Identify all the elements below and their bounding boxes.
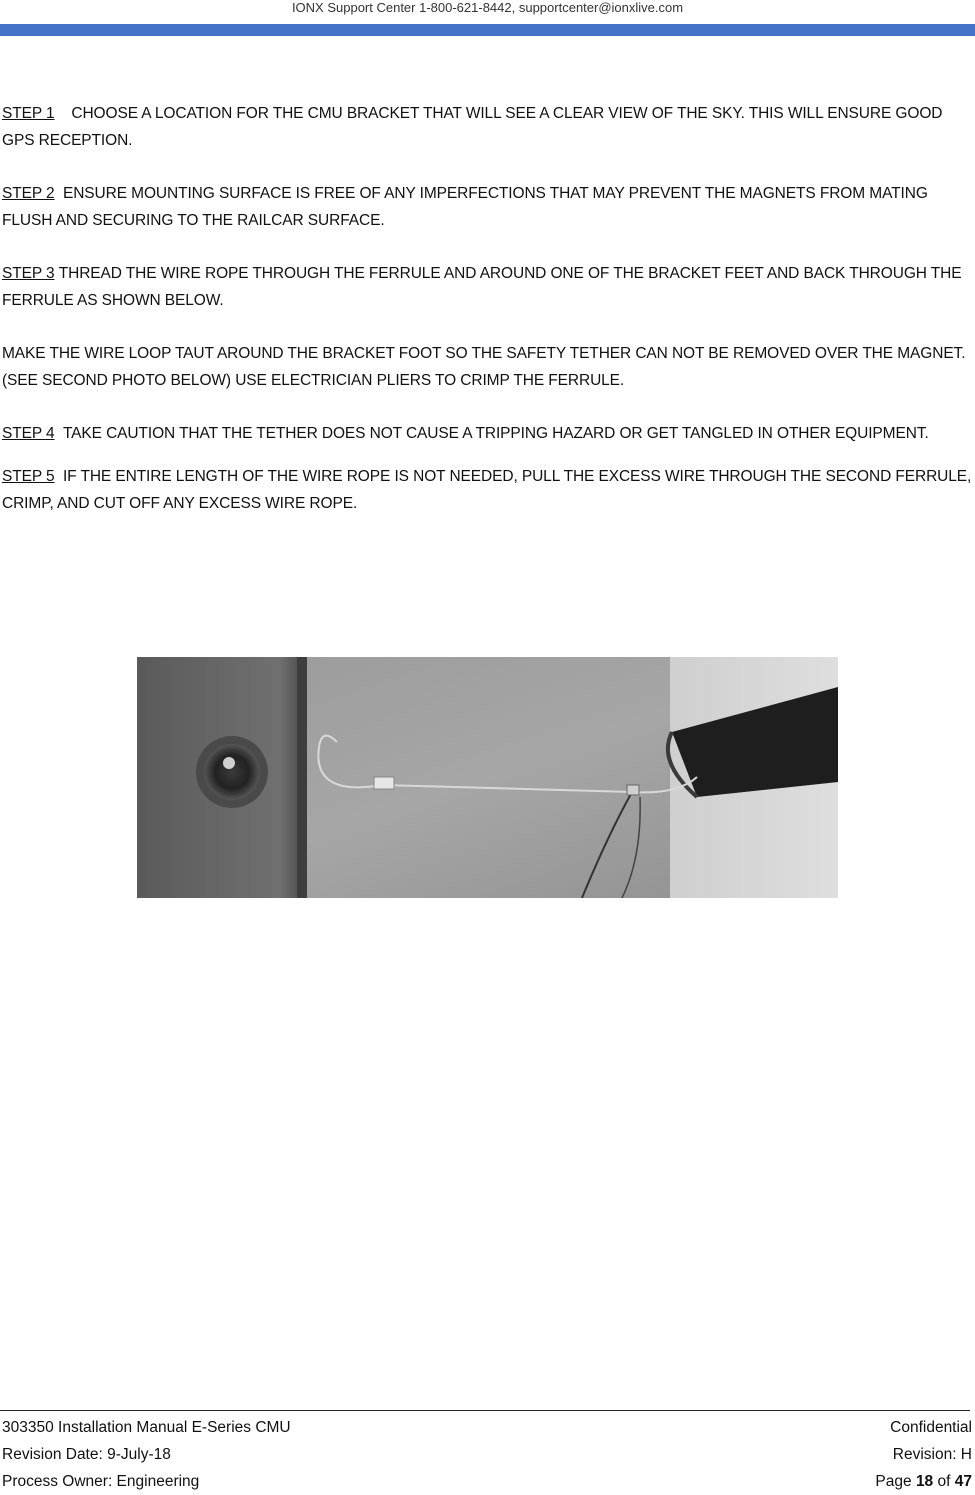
tether-photo <box>137 657 838 898</box>
step-label: STEP 3 <box>2 265 55 282</box>
step-label: STEP 1 <box>2 105 55 122</box>
footer-revision: Revision: H <box>892 1446 972 1463</box>
footer-rule <box>0 1410 970 1411</box>
photo-ferrule <box>627 785 639 795</box>
footer-page-number: Page 18 of 47 <box>875 1473 972 1490</box>
step-text: ENSURE MOUNTING SURFACE IS FREE OF ANY IMPERFECTIONS THAT MAY PREVENT THE MAGNETS FROM MATING FLUSH AND SECURING TO THE RAILCAR SURFACE. <box>2 185 928 229</box>
footer-doc-title: 303350 Installation Manual E-Series CMU <box>2 1419 291 1436</box>
step-1 <box>2 100 972 154</box>
step-text: IF THE ENTIRE LENGTH OF THE WIRE ROPE IS NOT NEEDED, PULL THE EXCESS WIRE THROUGH THE SECOND FERRULE, CRIMP, AND CUT OFF ANY EXCESS WIRE ROPE. <box>2 468 972 512</box>
support-center-header: IONX Support Center 1-800-621-8442, supportcenter@ionxlive.com <box>291 0 684 15</box>
step-5 <box>2 463 972 517</box>
step-text: CHOOSE A LOCATION FOR THE CMU BRACKET THAT WILL SEE A CLEAR VIEW OF THE SKY. THIS WILL ENSURE GOOD GPS RECEPTION. <box>2 105 943 149</box>
step-text: TAKE CAUTION THAT THE TETHER DOES NOT CAUSE A TRIPPING HAZARD OR GET TANGLED IN OTHER EQUIPMENT. <box>62 425 929 442</box>
step-label: STEP 5 <box>2 468 55 485</box>
step-3 <box>2 260 972 314</box>
footer-classification: Confidential <box>890 1419 972 1436</box>
step-label: STEP 4 <box>2 425 55 442</box>
step-4 <box>2 420 972 447</box>
footer-process-owner: Process Owner: Engineering <box>2 1473 200 1490</box>
step-2 <box>2 180 972 234</box>
page-total: 47 <box>954 1473 972 1490</box>
photo-bolt-hole <box>204 744 260 800</box>
step-text: MAKE THE WIRE LOOP TAUT AROUND THE BRACKET FOOT SO THE SAFETY TETHER CAN NOT BE REMOVED OVER THE MAGNET. (SEE SECOND PHOTO BELOW) USE ELECTRICIAN PLIERS TO CRIMP THE FERRULE. <box>2 345 966 389</box>
page-footer <box>2 1414 972 1495</box>
header-accent-bar <box>0 24 975 36</box>
page-current: 18 <box>915 1473 934 1490</box>
photo-ferrule <box>374 777 394 789</box>
step-3-continued <box>2 340 972 394</box>
instruction-steps <box>2 100 972 543</box>
step-text: THREAD THE WIRE ROPE THROUGH THE FERRULE AND AROUND ONE OF THE BRACKET FEET AND BACK THROUGH THE FERRULE AS SHOWN BELOW. <box>2 265 962 309</box>
footer-revision-date: Revision Date: 9-July-18 <box>2 1446 171 1463</box>
step-label: STEP 2 <box>2 185 55 202</box>
